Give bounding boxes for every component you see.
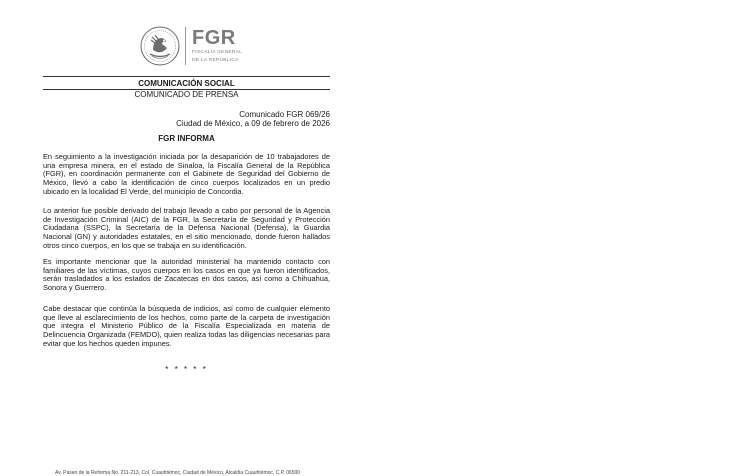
logo-text [192,28,242,63]
fgr-logo [140,24,242,68]
body-paragraph-4: Cabe destacar que continúa la búsqueda de indicios, así como de cualquier elemento que lleve al esclarecimiento de los hechos, como parte de la carpeta de investigación que integra el Ministerio Público de la Fiscalía Especializada en materia de Delincuencia Organizada (FEMDO), quien realiza todas las diligencias necesarias para evitar que los hechos queden impunes. [43,304,330,348]
body-paragraph-1: En seguimiento a la investigación iniciada por la desaparición de 10 trabajadores de una empresa minera, en el estado de Sinaloa, la Fiscalía General de la República (FGR), en coordinación permanente con el Gabinete de Seguridad del Gobierno de México, llevó a cabo la identificación de cinco cuerpos localizados en un predio ubicado en la localidad El Verde, del municipio de Concordia. [43,152,330,196]
footer-address: Av. Paseo de la Reforma No. 211-213, Col. Cuauhtémoc, Ciudad de México, Alcaldía Cuauhtémoc, C.P. 06500 [55,470,301,476]
top-rule [43,76,330,77]
document-type: COMUNICADO DE PRENSA [134,90,239,99]
logo-divider [185,27,186,65]
body-paragraph-2: Lo anterior fue posible derivado del trabajo llevado a cabo por personal de la Agencia de Investigación Criminal (AIC) de la FGR, la Secretaría de Seguridad y Protección Ciudadana (SSPC), la Secretaría de la Defensa Nacional (Defensa), la Guardia Nacional (GN) y autoridades estatales, en el sitio mencionado, donde fueron hallados otros cinco cuerpos, en los que se trabaja en su identificación. [43,206,330,250]
place-and-date: Ciudad de México, a 09 de febrero de 2026 [176,119,330,128]
logo-abbreviation: FGR [192,27,236,50]
logo-name-line-1: FISCALÍA GENERAL [192,50,243,56]
body-paragraph-3: Es importante mencionar que la autoridad ministerial ha mantenido contacto con familiares de las víctimas, cuyos cuerpos en los casos en que ya fueron identificados, serán trasladados a los estados de Zacatecas en dos casos, así como a Chihuahua, Sonora y Guerrero. [43,257,330,293]
department-title: COMUNICACIÓN SOCIAL [138,79,235,88]
release-number: Comunicado FGR 069/26 [239,110,330,119]
national-seal-icon [140,26,180,66]
end-separator: * * * * * [165,365,208,374]
logo-name-line-2: DE LA REPÚBLICA [192,58,239,63]
release-heading: FGR INFORMA [158,134,215,143]
